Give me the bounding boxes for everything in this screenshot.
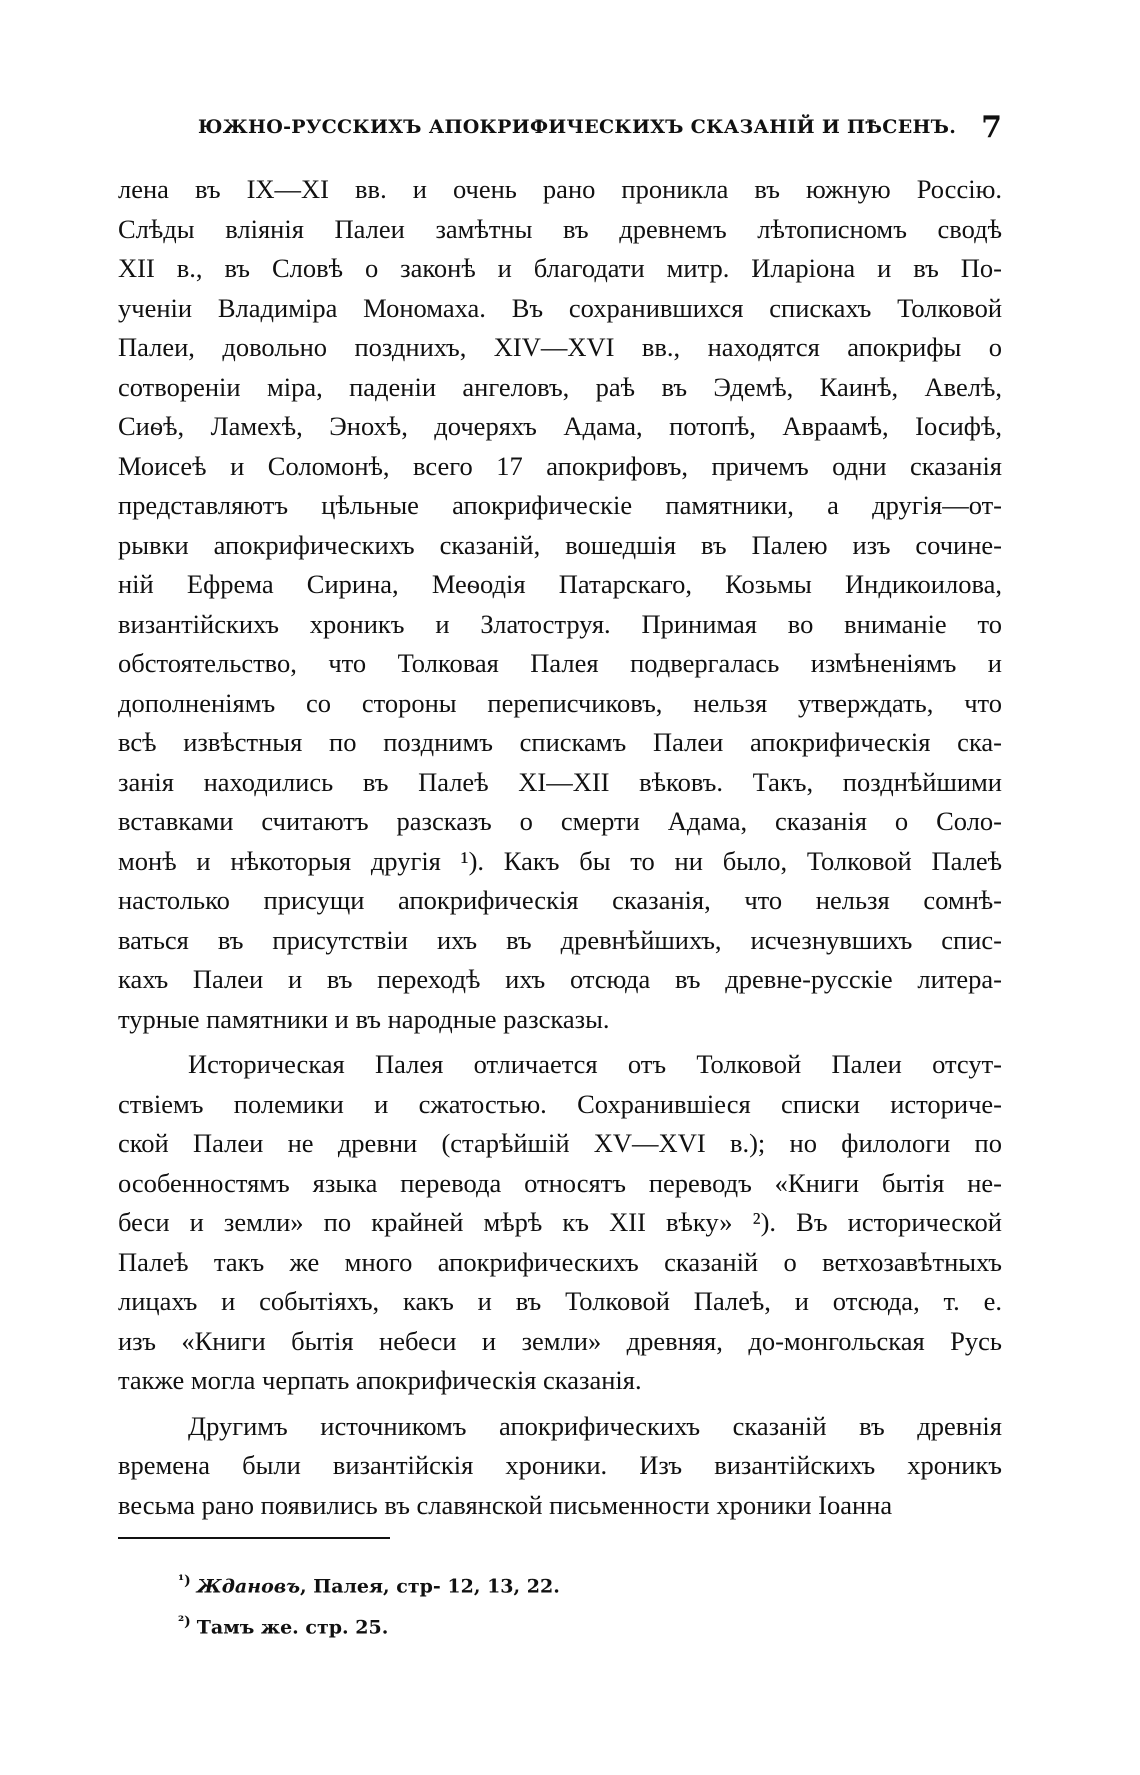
text-line: вставками считаютъ разсказъ о смерти Адама, сказанія о Соло- (118, 806, 1002, 836)
text-line: изъ «Книги бытія небеси и земли» древняя, до-монгольская Русь (118, 1325, 1002, 1356)
footnote-text: , Палея, стр- 12, 13, 22. (300, 1575, 560, 1598)
body-text (118, 170, 1002, 1525)
text-line: настолько присущи апокрифическія сказанія, что нельзя сомнѣ- (118, 885, 1002, 915)
text-line: византійскихъ хроникъ и Златоструя. Принимая во вниманіе то (118, 608, 1002, 639)
text-line: весьма рано появились въ славянской письменности хроники Іоанна (118, 1489, 893, 1520)
paragraph (118, 1045, 1002, 1401)
page-number: 7 (981, 110, 1002, 145)
running-header (118, 112, 1002, 152)
text-line: XII в., въ Словѣ о законѣ и благодати митр. Иларіона и въ По- (118, 253, 1002, 283)
text-line: Слѣды вліянія Палеи замѣтны въ древнемъ лѣтописномъ сводѣ (118, 213, 1002, 244)
footnote-text: Тамъ же. стр. 25. (196, 1616, 389, 1639)
text-line: занія находились въ Палеѣ XI—XII вѣковъ. Такъ, позднѣйшими (118, 766, 1002, 797)
text-line: особенностямъ языка перевода относятъ переводъ «Книги бытія не- (118, 1167, 1002, 1198)
text-line: турные памятники и въ народные разсказы. (118, 1003, 610, 1034)
text-line: времена были византійскія хроники. Изъ византійскихъ хроникъ (118, 1450, 1002, 1480)
text-line: ствіемъ полемики и сжатостью. Сохранившіеся списки историче- (118, 1088, 1002, 1119)
footnote (178, 1563, 878, 1604)
footnotes (178, 1563, 878, 1646)
text-line: ской Палеи не древни (старѣйшій XV—XVI в.); но филологи по (118, 1128, 1002, 1158)
text-line: ваться въ присутствіи ихъ въ древнѣйшихъ, исчезнувшихъ спис- (118, 924, 1002, 955)
text-line: беси и земли» по крайней мѣрѣ къ XII вѣку» ²). Въ исторической (118, 1207, 1002, 1237)
text-line: Палеѣ такъ же много апокрифическихъ сказаній о ветхозавѣтныхъ (118, 1246, 1002, 1277)
footnote-divider (118, 1537, 390, 1539)
text-line: также могла черпать апокрифическія сказанія. (118, 1365, 642, 1395)
text-line: сотвореніи міра, паденіи ангеловъ, раѣ въ Эдемѣ, Каинѣ, Авелѣ, (118, 371, 1002, 402)
running-title: ЮЖНО-РУССКИХЪ АПОКРИФИЧЕСКИХЪ СКАЗАНІЙ И ПѢСЕНЪ. (198, 116, 957, 138)
text-line: Моисеѣ и Соломонѣ, всего 17 апокрифовъ, причемъ одни сказанія (118, 450, 1002, 481)
text-line: Другимъ источникомъ апокрифическихъ сказаній въ древнія (188, 1410, 1002, 1441)
text-line: Сиѳѣ, Ламехѣ, Энохѣ, дочеряхъ Адама, потопѣ, Авраамѣ, Іосифѣ, (118, 411, 1002, 441)
footnote-marker: ²) (178, 1614, 191, 1631)
text-line: представляютъ цѣльные апокрифическіе памятники, а другія—от- (118, 490, 1002, 520)
text-line: лена въ IX—XI вв. и очень рано проникла въ южную Россію. (118, 174, 1002, 204)
paragraph (118, 170, 1002, 1039)
text-line: лицахъ и событіяхъ, какъ и въ Толковой Палеѣ, и отсюда, т. е. (118, 1286, 1002, 1316)
text-line: ученіи Владиміра Мономаха. Въ сохранившихся спискахъ Толковой (118, 292, 1002, 323)
text-line: Палеи, довольно позднихъ, XIV—XVI вв., находятся апокрифы о (118, 332, 1002, 362)
text-line: монѣ и нѣкоторыя другія ¹). Какъ бы то ни было, Толковой Палеѣ (118, 845, 1002, 876)
footnote (178, 1604, 878, 1645)
text-line: Историческая Палея отличается отъ Толковой Палеи отсут- (188, 1049, 1002, 1079)
text-line: обстоятельство, что Толковая Палея подвергалась измѣненіямъ и (118, 648, 1002, 678)
text-line: дополненіямъ со стороны переписчиковъ, нельзя утверждать, что (118, 687, 1002, 718)
text-line: рывки апокрифическихъ сказаній, вошедшія въ Палею изъ сочине- (118, 529, 1002, 560)
footnote-author: Ждановъ (196, 1575, 301, 1598)
text-line: всѣ извѣстныя по позднимъ спискамъ Палеи апокрифическія ска- (118, 727, 1002, 757)
text-line: ній Ефрема Сирина, Меѳодія Патарскаго, Козьмы Индикоилова, (118, 569, 1002, 599)
text-line: кахъ Палеи и въ переходѣ ихъ отсюда въ древне-русскіе литера- (118, 964, 1002, 994)
footnote-marker: ¹) (178, 1573, 191, 1589)
paragraph (118, 1407, 1002, 1526)
